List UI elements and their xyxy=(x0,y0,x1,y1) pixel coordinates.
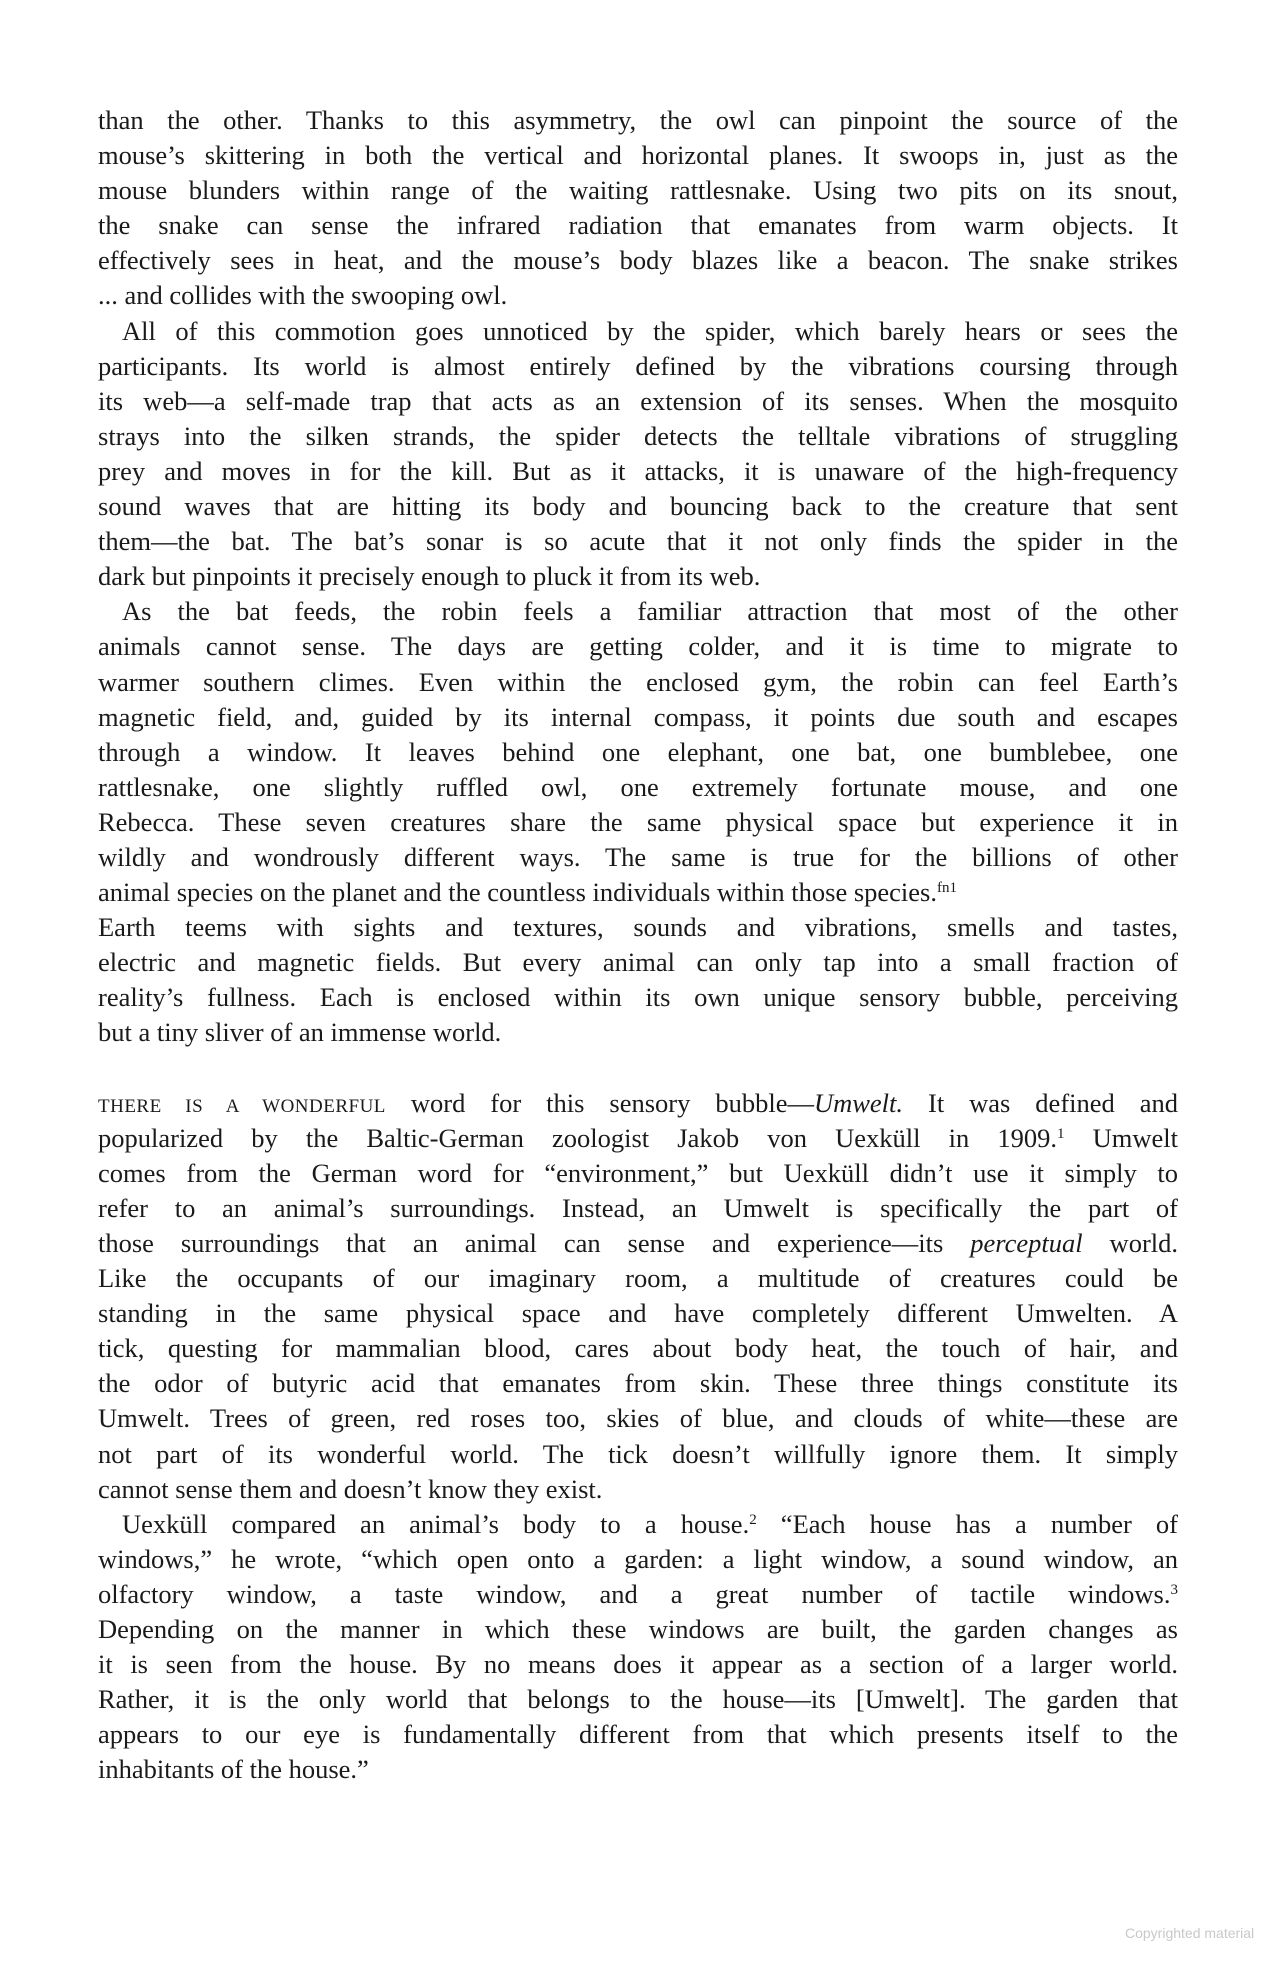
text-line: All of this commotion goes unnoticed by the spider, which barely hears or sees the xyxy=(122,315,1178,346)
paragraph-5 xyxy=(98,1507,1178,1788)
footnote-marker[interactable]: 1 xyxy=(1056,1125,1065,1142)
text-line: rattlesnake, one slightly ruffled owl, one extremely fortunate mouse, and one xyxy=(98,771,1178,802)
text-segment: olfactory window, a taste window, and a great number of tactile windows. xyxy=(98,1578,1171,1609)
copyright-watermark: Copyrighted material xyxy=(1125,1925,1255,1941)
text-segment: “Each house has a number of xyxy=(756,1508,1178,1539)
text-line xyxy=(98,1507,1178,1542)
text-line: Umwelt. Trees of green, red roses too, skies of blue, and clouds of white—these are xyxy=(98,1403,1178,1434)
text-line: Rebecca. These seven creatures share the same physical space but experience it in xyxy=(98,806,1178,837)
text-line: tick, questing for mammalian blood, cares about body heat, the touch of hair, and xyxy=(98,1333,1178,1364)
text-line: animals cannot sense. The days are getting colder, and it is time to migrate to xyxy=(98,631,1178,662)
text-line xyxy=(98,1226,1178,1261)
text-line: inhabitants of the house.” xyxy=(98,1754,369,1785)
text-segment: Umwelt xyxy=(1064,1122,1178,1153)
footnote-marker[interactable]: fn1 xyxy=(936,880,957,897)
text-line: not part of its wonderful world. The tick doesn’t willfully ignore them. It simply xyxy=(98,1438,1178,1469)
text-line: mouse’s skittering in both the vertical and horizontal planes. It swoops in, just as the xyxy=(98,140,1178,171)
text-line xyxy=(98,1577,1178,1612)
text-line: but a tiny sliver of an immense world. xyxy=(98,1017,502,1048)
text-segment: those surroundings that an animal can sense and experience—its xyxy=(98,1228,971,1258)
text-line xyxy=(98,875,1178,910)
paragraph-1 xyxy=(98,103,1178,314)
text-line: Depending on the manner in which these windows are built, the garden changes as xyxy=(98,1614,1178,1645)
text-line: ... and collides with the swooping owl. xyxy=(98,280,508,311)
paragraph-4 xyxy=(98,1086,1178,1507)
paragraph-2 xyxy=(98,314,1178,595)
italic-term: Umwelt. xyxy=(813,1087,904,1118)
text-line: comes from the German word for “environment,” but Uexküll didn’t use it simply to xyxy=(98,1157,1178,1188)
text-segment: Uexküll compared an animal’s body to a house. xyxy=(122,1508,750,1539)
paragraph-3 xyxy=(98,594,1178,1050)
text-segment: word for this sensory bubble— xyxy=(385,1087,814,1118)
text-line: the snake can sense the infrared radiation that emanates from warm objects. It xyxy=(98,210,1178,241)
text-segment: popularized by the Baltic-German zoologist Jakob von Uexküll in 1909. xyxy=(98,1122,1057,1153)
text-line: the odor of butyric acid that emanates from skin. These three things constitute its xyxy=(98,1368,1178,1399)
text-line: wildly and wondrously different ways. The same is true for the billions of other xyxy=(98,841,1178,872)
text-line: its web—a self-made trap that acts as an extension of its senses. When the mosquito xyxy=(98,385,1178,416)
text-segment: animal species on the planet and the countless individuals within those species. xyxy=(98,877,937,908)
text-segment: It was defined and xyxy=(903,1087,1178,1118)
italic-term: perceptual xyxy=(970,1228,1083,1258)
text-line: through a window. It leaves behind one elephant, one bat, one bumblebee, one xyxy=(98,736,1178,767)
text-line: windows,” he wrote, “which open onto a garden: a light window, a sound window, an xyxy=(98,1543,1178,1574)
text-line: strays into the silken strands, the spider detects the telltale vibrations of struggling xyxy=(98,420,1178,451)
text-line: standing in the same physical space and have completely different Umwelten. A xyxy=(98,1298,1178,1329)
text-line: Like the occupants of our imaginary room, a multitude of creatures could be xyxy=(98,1263,1178,1294)
text-line: participants. Its world is almost entirely defined by the vibrations coursing through xyxy=(98,350,1178,381)
footnote-marker[interactable]: 3 xyxy=(1170,1581,1178,1598)
text-line: than the other. Thanks to this asymmetry, the owl can pinpoint the source of the xyxy=(98,105,1178,135)
text-line xyxy=(98,1086,1178,1121)
text-line: refer to an animal’s surroundings. Instead, an Umwelt is specifically the part of xyxy=(98,1192,1178,1223)
text-line: warmer southern climes. Even within the enclosed gym, the robin can feel Earth’s xyxy=(98,666,1178,697)
text-segment: world. xyxy=(1082,1228,1179,1258)
section-break xyxy=(98,1051,1178,1086)
text-line: sound waves that are hitting its body and bouncing back to the creature that sent xyxy=(98,491,1178,522)
text-line: prey and moves in for the kill. But as it attacks, it is unaware of the high-frequency xyxy=(98,455,1178,486)
smallcaps-lead: THERE IS A WONDERFUL xyxy=(98,1095,386,1117)
text-line: cannot sense them and doesn’t know they exist. xyxy=(98,1473,603,1504)
text-line: mouse blunders within range of the waiting rattlesnake. Using two pits on its snout, xyxy=(98,175,1178,206)
footnote-marker[interactable]: 2 xyxy=(749,1511,757,1528)
text-line: As the bat feeds, the robin feels a familiar attraction that most of the other xyxy=(122,596,1178,627)
text-line: reality’s fullness. Each is enclosed within its own unique sensory bubble, perceiving xyxy=(98,982,1178,1013)
text-line: it is seen from the house. By no means does it appear as a section of a larger world. xyxy=(98,1649,1178,1680)
text-line: Earth teems with sights and textures, sounds and vibrations, smells and tastes, xyxy=(98,912,1178,943)
text-line: electric and magnetic fields. But every animal can only tap into a small fraction of xyxy=(98,947,1178,978)
text-line: effectively sees in heat, and the mouse’s body blazes like a beacon. The snake strikes xyxy=(98,245,1178,276)
text-line: Rather, it is the only world that belongs to the house—its [Umwelt]. The garden that xyxy=(98,1684,1178,1715)
text-line: magnetic field, and, guided by its internal compass, it points due south and escapes xyxy=(98,701,1178,732)
text-line xyxy=(98,1121,1178,1156)
text-line: appears to our eye is fundamentally different from that which presents itself to the xyxy=(98,1719,1178,1750)
book-page-body xyxy=(98,103,1178,1788)
text-line: dark but pinpoints it precisely enough to pluck it from its web. xyxy=(98,561,761,592)
text-line: them—the bat. The bat’s sonar is so acute that it not only finds the spider in the xyxy=(98,526,1178,557)
